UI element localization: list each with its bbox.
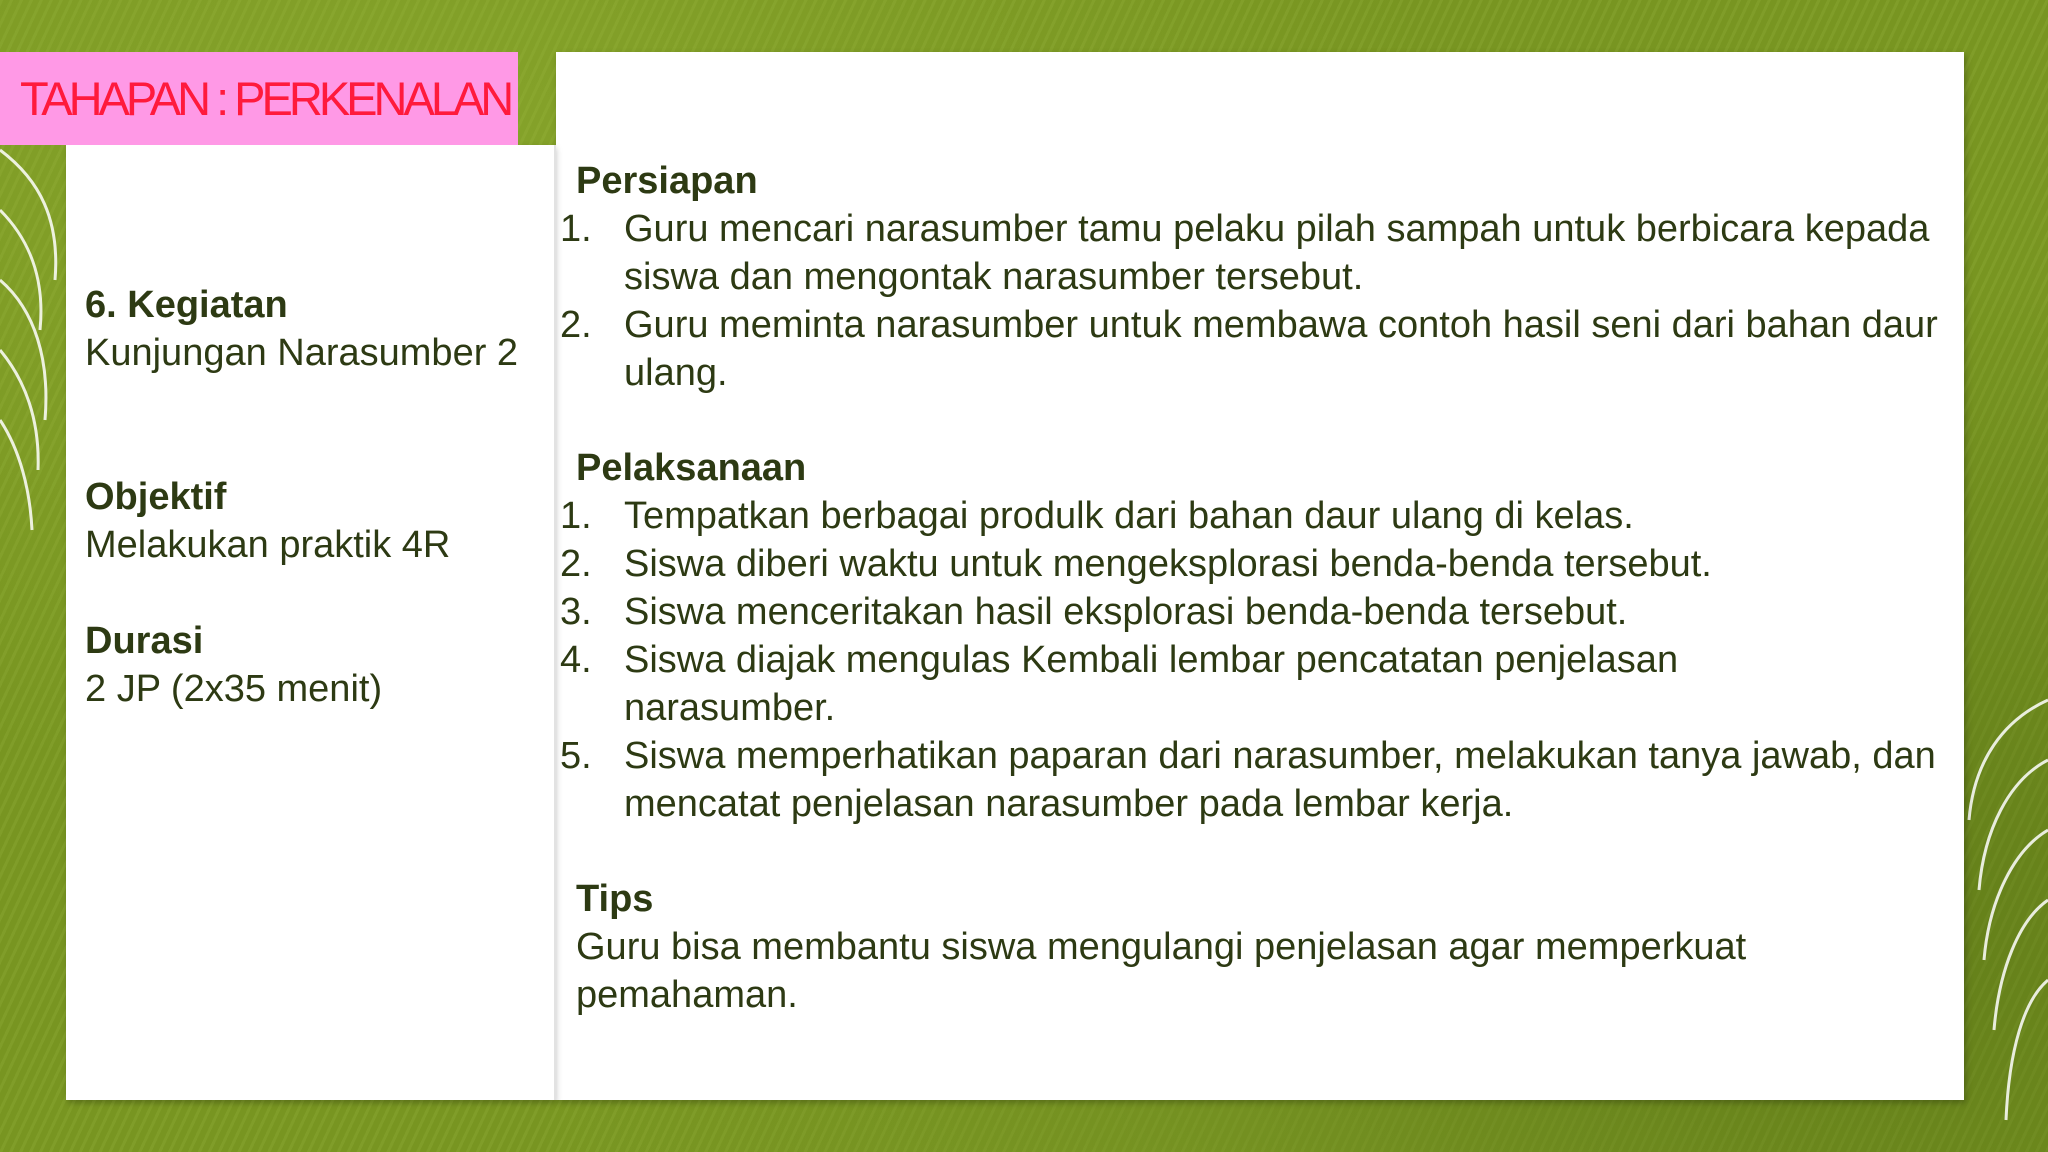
list-item-number: 2. [560, 304, 592, 346]
stage-title: TAHAPAN : PERKENALAN [20, 72, 511, 125]
list-item [560, 588, 1955, 636]
duration-block [85, 617, 535, 713]
list-item-text: Guru mencari narasumber tamu pelaku pilah sampah untuk berbicara kepada siswa dan mengontak narasumber tersebut. [624, 208, 1930, 298]
objective-block [85, 473, 535, 569]
list-item [560, 492, 1955, 540]
list-item-number: 4. [560, 639, 592, 681]
objective-heading: Objektif [85, 476, 227, 518]
list-item [560, 636, 1955, 732]
activity-heading: 6. Kegiatan [85, 284, 288, 326]
list-item-text: Siswa menceritakan hasil eksplorasi benda-benda tersebut. [624, 591, 1628, 633]
tips-section [560, 875, 1955, 1019]
preparation-heading: Persiapan [576, 160, 758, 202]
objective-text: Melakukan praktik 4R [85, 524, 451, 566]
list-item-number: 5. [560, 735, 592, 777]
implementation-heading: Pelaksanaan [576, 447, 807, 489]
list-item [560, 732, 1955, 828]
preparation-section [560, 157, 1955, 397]
list-item [560, 301, 1955, 397]
panel-divider [554, 145, 556, 1100]
implementation-section [560, 444, 1955, 828]
activity-name: Kunjungan Narasumber 2 [85, 332, 519, 374]
tips-heading: Tips [576, 878, 654, 920]
list-item-number: 1. [560, 495, 592, 537]
tips-text: Guru bisa membantu siswa mengulangi penjelasan agar memperkuat pemahaman. [576, 926, 1747, 1016]
list-item-text: Siswa diberi waktu untuk mengeksplorasi benda-benda tersebut. [624, 543, 1712, 585]
list-item-text: Siswa memperhatikan paparan dari narasumber, melakukan tanya jawab, dan mencatat penjelasan narasumber pada lembar kerja. [624, 735, 1936, 825]
list-item-number: 3. [560, 591, 592, 633]
stage-banner [0, 52, 518, 145]
list-item-number: 1. [560, 208, 592, 250]
duration-text: 2 JP (2x35 menit) [85, 668, 383, 710]
list-item [560, 540, 1955, 588]
list-item-text: Guru meminta narasumber untuk membawa contoh hasil seni dari bahan daur ulang. [624, 304, 1938, 394]
list-item-text: Tempatkan berbagai produlk dari bahan daur ulang di kelas. [624, 495, 1634, 537]
list-item-number: 2. [560, 543, 592, 585]
list-item-text: Siswa diajak mengulas Kembali lembar pencatatan penjelasan narasumber. [624, 639, 1679, 729]
list-item [560, 205, 1955, 301]
activity-block [85, 281, 535, 377]
duration-heading: Durasi [85, 620, 204, 662]
